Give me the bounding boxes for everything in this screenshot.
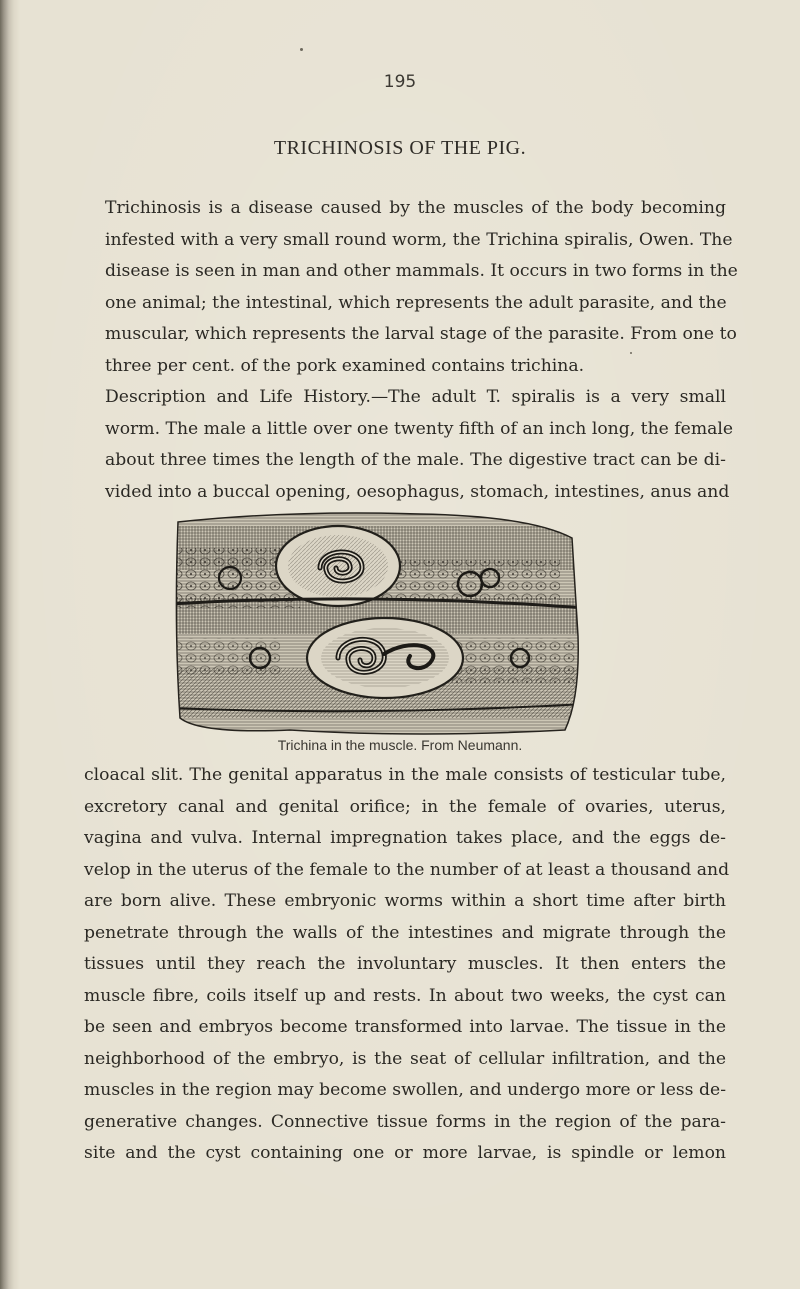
trichina-muscle-illustration (170, 508, 585, 738)
text-line: neighborhood of the embryo, is the seat of cellular infiltration, and the (84, 1048, 726, 1069)
text-line: penetrate through the walls of the intestines and migrate through the (84, 922, 726, 943)
paragraph-description (84, 382, 734, 508)
text-line: Trichinosis is a disease caused by the muscles of the body becoming (105, 198, 726, 218)
text-line: infested with a very small round worm, the Trichina spiralis, Owen. The (105, 229, 733, 250)
text-line: generative changes. Connective tissue forms in the region of the para- (84, 1111, 726, 1132)
text-line: are born alive. These embryonic worms within a short time after birth (84, 891, 726, 911)
paragraph-intro (84, 193, 738, 382)
text-line: tissues until they reach the involuntary muscles. It then enters the (84, 954, 726, 974)
text-line: excretory canal and genital orifice; in the female of ovaries, uterus, (84, 796, 726, 817)
text-line: Description and Life History.—The adult T. spiralis is a very small (105, 387, 726, 407)
binding-edge (0, 0, 20, 1289)
text-line: muscular, which represents the larval stage of the parasite. From one to (105, 324, 737, 344)
figure-caption: Trichina in the muscle. From Neumann. (277, 737, 523, 753)
chapter-title: TRICHINOSIS OF THE PIG. (273, 137, 527, 159)
page-number: 195 (383, 72, 417, 92)
paragraph-genital-apparatus (84, 760, 730, 1170)
text-line: disease is seen in man and other mammals. It occurs in two forms in the (105, 261, 738, 281)
text-line: cloacal slit. The genital apparatus in the male consists of testicular tube, (84, 765, 726, 785)
text-line: site and the cyst containing one or more larvae, is spindle or lemon (84, 1143, 726, 1163)
text-line: be seen and embryos become transformed into larvae. The tissue in the (84, 1017, 726, 1037)
text-line: velop in the uterus of the female to the number of at least a thousand and (84, 859, 730, 880)
text-line: vided into a buccal opening, oesophagus, stomach, intestines, anus and (105, 481, 730, 502)
text-line: muscle fibre, coils itself up and rests. In about two weeks, the cyst can (84, 985, 726, 1006)
text-line: muscles in the region may become swollen, and undergo more or less de- (84, 1080, 726, 1100)
paper-speck (300, 48, 303, 51)
text-line: worm. The male a little over one twenty fifth of an inch long, the female (105, 418, 734, 439)
text-line: about three times the length of the male. The digestive tract can be di- (105, 450, 726, 470)
text-line: three per cent. of the pork examined contains trichina. (105, 355, 585, 376)
text-line: vagina and vulva. Internal impregnation takes place, and the eggs de- (84, 828, 726, 848)
text-line: one animal; the intestinal, which represents the adult parasite, and the (105, 292, 727, 313)
